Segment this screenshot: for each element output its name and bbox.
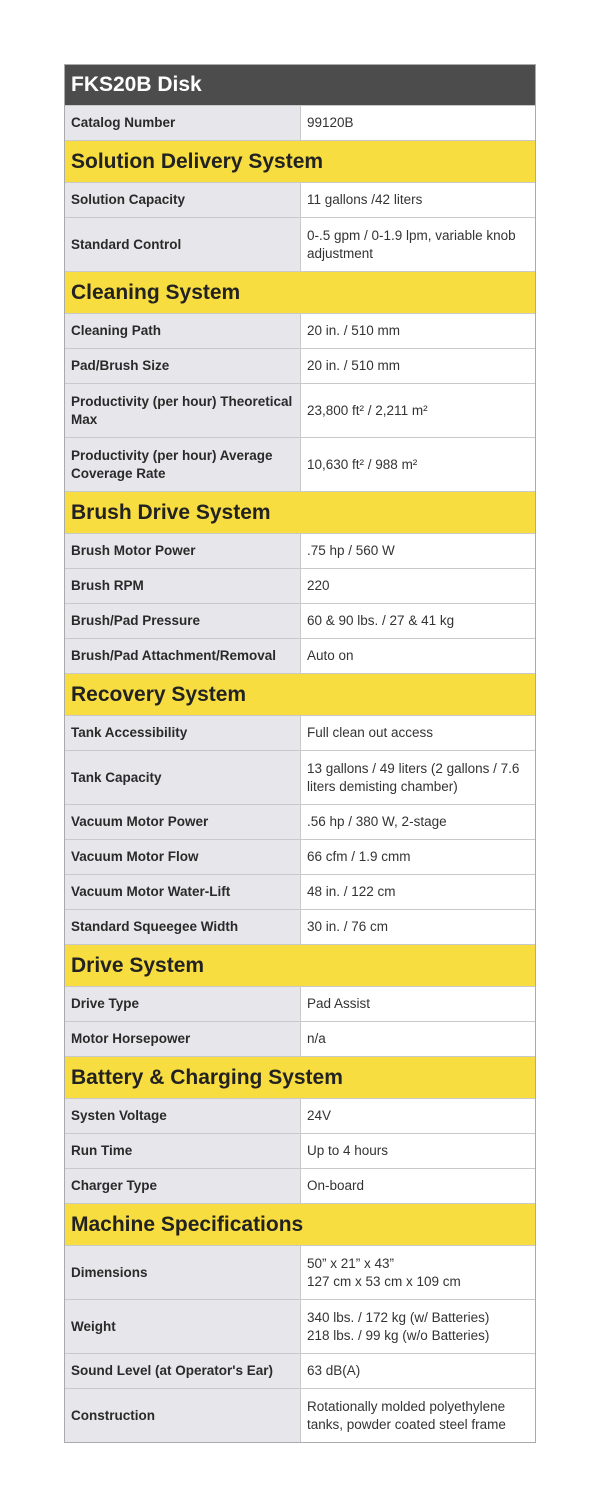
spec-label: Tank Accessibility: [65, 716, 301, 750]
spec-row: [65, 715, 535, 750]
spec-value: 13 gallons / 49 liters (2 gallons / 7.6 liters demisting chamber): [301, 751, 535, 804]
spec-row: [65, 1168, 535, 1203]
spec-value: Up to 4 hours: [301, 1134, 535, 1168]
section-header: Solution Delivery System: [65, 140, 535, 182]
spec-label: Dimensions: [65, 1246, 301, 1299]
spec-row: [65, 1353, 535, 1388]
spec-label: Brush/Pad Attachment/Removal: [65, 639, 301, 673]
spec-row: [65, 1245, 535, 1299]
section-header: Battery & Charging System: [65, 1056, 535, 1098]
spec-row: [65, 1388, 535, 1442]
spec-label: Brush/Pad Pressure: [65, 604, 301, 638]
spec-label: Standard Control: [65, 218, 301, 271]
spec-label: Vacuum Motor Flow: [65, 840, 301, 874]
spec-row: [65, 217, 535, 271]
spec-row: [65, 1299, 535, 1353]
spec-value: Auto on: [301, 639, 535, 673]
spec-value: Rotationally molded polyethylene tanks, powder coated steel frame: [301, 1389, 535, 1442]
spec-label: Charger Type: [65, 1169, 301, 1203]
spec-row: [65, 1098, 535, 1133]
spec-label: Weight: [65, 1300, 301, 1353]
section-header: Machine Specifications: [65, 1203, 535, 1245]
spec-value: 20 in. / 510 mm: [301, 349, 535, 383]
spec-value: 23,800 ft² / 2,211 m²: [301, 384, 535, 437]
spec-row: [65, 533, 535, 568]
spec-value: 10,630 ft² / 988 m²: [301, 438, 535, 491]
spec-row: [65, 839, 535, 874]
spec-value: 220: [301, 569, 535, 603]
catalog-label: Catalog Number: [65, 106, 301, 140]
spec-row: [65, 986, 535, 1021]
spec-label: Brush Motor Power: [65, 534, 301, 568]
spec-value: 60 & 90 lbs. / 27 & 41 kg: [301, 604, 535, 638]
spec-row: [65, 1021, 535, 1056]
spec-row: [65, 750, 535, 804]
spec-value: 340 lbs. / 172 kg (w/ Batteries) 218 lbs. / 99 kg (w/o Batteries): [301, 1300, 535, 1353]
spec-label: Vacuum Motor Water-Lift: [65, 875, 301, 909]
spec-row: [65, 874, 535, 909]
spec-label: Motor Horsepower: [65, 1022, 301, 1056]
catalog-row: [65, 105, 535, 140]
spec-value: n/a: [301, 1022, 535, 1056]
spec-label: Cleaning Path: [65, 314, 301, 348]
spec-value: 11 gallons /42 liters: [301, 183, 535, 217]
spec-table: [64, 64, 536, 1443]
spec-value: 30 in. / 76 cm: [301, 910, 535, 944]
spec-value: 0-.5 gpm / 0-1.9 lpm, variable knob adjustment: [301, 218, 535, 271]
spec-label: Sound Level (at Operator's Ear): [65, 1354, 301, 1388]
spec-label: Productivity (per hour) Theoretical Max: [65, 384, 301, 437]
spec-row: [65, 383, 535, 437]
spec-label: Solution Capacity: [65, 183, 301, 217]
spec-value: 24V: [301, 1099, 535, 1133]
spec-label: Productivity (per hour) Average Coverage Rate: [65, 438, 301, 491]
table-title: FKS20B Disk: [65, 65, 535, 105]
spec-label: Construction: [65, 1389, 301, 1442]
spec-value: .75 hp / 560 W: [301, 534, 535, 568]
spec-row: [65, 909, 535, 944]
spec-label: Brush RPM: [65, 569, 301, 603]
spec-value: 20 in. / 510 mm: [301, 314, 535, 348]
catalog-value: 99120B: [301, 106, 535, 140]
spec-value: Full clean out access: [301, 716, 535, 750]
spec-label: Drive Type: [65, 987, 301, 1021]
section-header: Recovery System: [65, 673, 535, 715]
spec-label: Systen Voltage: [65, 1099, 301, 1133]
section-header: Drive System: [65, 944, 535, 986]
spec-value: 50” x 21” x 43” 127 cm x 53 cm x 109 cm: [301, 1246, 535, 1299]
spec-row: [65, 603, 535, 638]
spec-row: [65, 1133, 535, 1168]
spec-value: Pad Assist: [301, 987, 535, 1021]
spec-row: [65, 804, 535, 839]
spec-label: Standard Squeegee Width: [65, 910, 301, 944]
section-header: Cleaning System: [65, 271, 535, 313]
spec-row: [65, 437, 535, 491]
spec-value: 66 cfm / 1.9 cmm: [301, 840, 535, 874]
spec-value: .56 hp / 380 W, 2-stage: [301, 805, 535, 839]
spec-row: [65, 313, 535, 348]
spec-value: 48 in. / 122 cm: [301, 875, 535, 909]
spec-label: Run Time: [65, 1134, 301, 1168]
spec-label: Pad/Brush Size: [65, 349, 301, 383]
spec-value: 63 dB(A): [301, 1354, 535, 1388]
spec-row: [65, 568, 535, 603]
spec-row: [65, 638, 535, 673]
spec-row: [65, 348, 535, 383]
section-header: Brush Drive System: [65, 491, 535, 533]
spec-label: Tank Capacity: [65, 751, 301, 804]
spec-label: Vacuum Motor Power: [65, 805, 301, 839]
spec-value: On-board: [301, 1169, 535, 1203]
spec-row: [65, 182, 535, 217]
